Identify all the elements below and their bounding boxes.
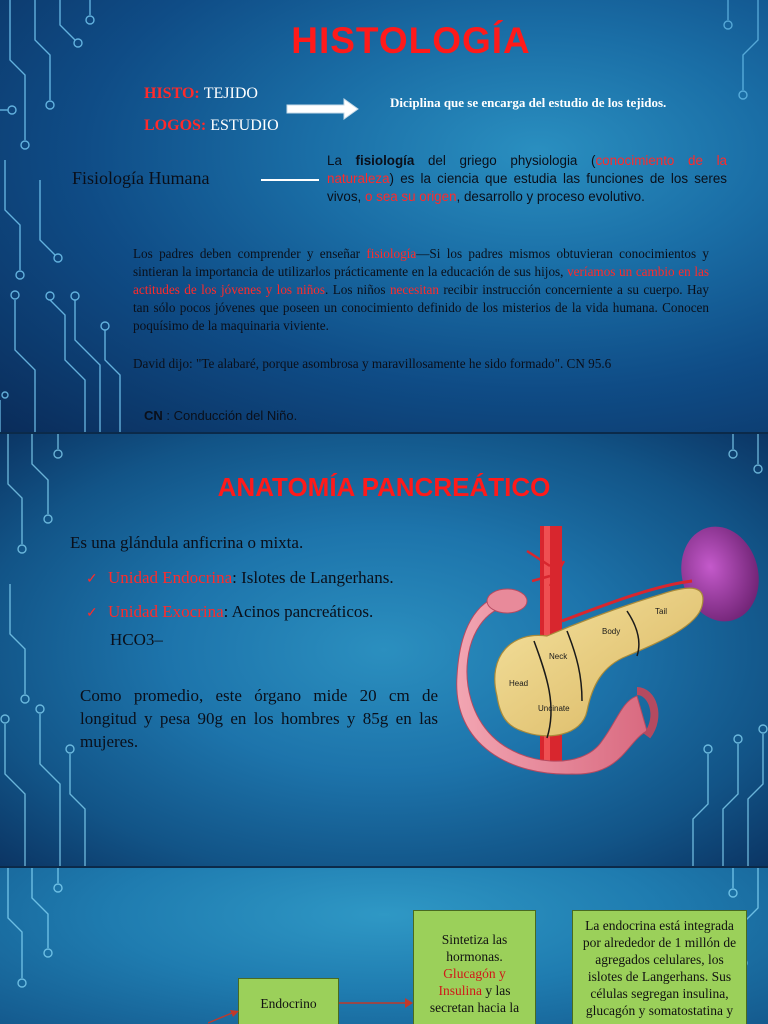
bullet-endocrina: ✓ Unidad Endocrina: Islotes de Langerhans. <box>86 568 394 587</box>
histo-value: TEJIDO <box>203 85 258 102</box>
circuit-decoration-left <box>0 868 100 1024</box>
check-icon: ✓ <box>86 572 98 587</box>
slide-title: ANATOMÍA PANCREÁTICO <box>217 472 551 502</box>
histologia-definition: Diciplina que se encarga del estudio de los tejidos. <box>390 95 667 110</box>
fisiologia-definition: La fisiología del griego physiologia (conocimiento de la naturaleza) es la ciencia que estudia las funciones de los seres vivos, o sea su origen, desarrollo y proceso evolutivo. <box>327 153 727 204</box>
size-description: Como promedio, este órgano mide 20 cm de longitud y pesa 90g en los hombres y 85g en las mujeres. <box>80 686 438 751</box>
gland-intro: Es una glándula anficrina o mixta. <box>70 533 304 552</box>
label-neck: Neck <box>549 652 568 661</box>
slide-endocrino <box>0 868 768 1024</box>
check-icon: ✓ <box>86 606 98 621</box>
pancreas-diagram <box>452 526 762 776</box>
sintetiza-box: Sintetiza las hormonas. Glucagón y Insulina y las secretan hacia la <box>413 910 536 1024</box>
circuit-decoration-left <box>0 0 130 432</box>
bullet-exocrina: ✓ Unidad Exocrina: Acinos pancreáticos. <box>86 602 374 621</box>
histo-label: HISTO: <box>144 85 200 102</box>
logos-value: ESTUDIO <box>210 117 279 134</box>
logos-row <box>144 117 279 135</box>
endocrina-info-box: La endocrina está integrada por alrededor de 1 millón de agregados celulares, los islotes de Langerhans. Sus células segregan insulina, glucagón y somatostatina y <box>572 910 747 1024</box>
arrow-icon <box>339 996 414 1010</box>
cn-footnote: CN : Conducción del Niño. <box>144 408 298 423</box>
slide-title: HISTOLOGÍA <box>291 20 531 61</box>
connector-line <box>261 179 319 181</box>
parents-paragraph: Los padres deben comprender y enseñar fisiología—Si los padres mismos obtuvieran conocimientos y sintieran la importancia de utilizarlos prácticamente en la educación de sus hijos, veríamos un cambio en las actitudes de los jóvenes y los niños. Los niños necesitan recibir instrucción concerniente a su cuerpo. Hay tan sólo pocos jóvenes que poseen un conocimiento definido de los misterios de la vida humana. Conocen poquísimo de la maquinaria viviente. <box>133 246 709 333</box>
pancreas-organ <box>495 588 703 736</box>
label-body: Body <box>602 627 621 636</box>
arrow-icon <box>208 1010 240 1024</box>
david-quote: David dijo: "Te alabaré, porque asombrosa y maravillosamente he sido formado". CN 95.6 <box>133 356 612 371</box>
logos-label: LOGOS: <box>144 117 207 134</box>
label-uncinate: Uncinate <box>538 704 570 713</box>
label-head: Head <box>509 679 529 688</box>
histo-row <box>144 85 258 103</box>
right-arrow-icon <box>286 98 360 120</box>
slide-histologia <box>0 0 768 432</box>
endocrino-box: Endocrino <box>238 978 339 1024</box>
slide-anatomia-pancreatico <box>0 434 768 866</box>
hco3-label: HCO3– <box>110 630 163 649</box>
fisiologia-humana-label: Fisiología Humana <box>72 168 210 188</box>
label-tail: Tail <box>655 607 668 616</box>
